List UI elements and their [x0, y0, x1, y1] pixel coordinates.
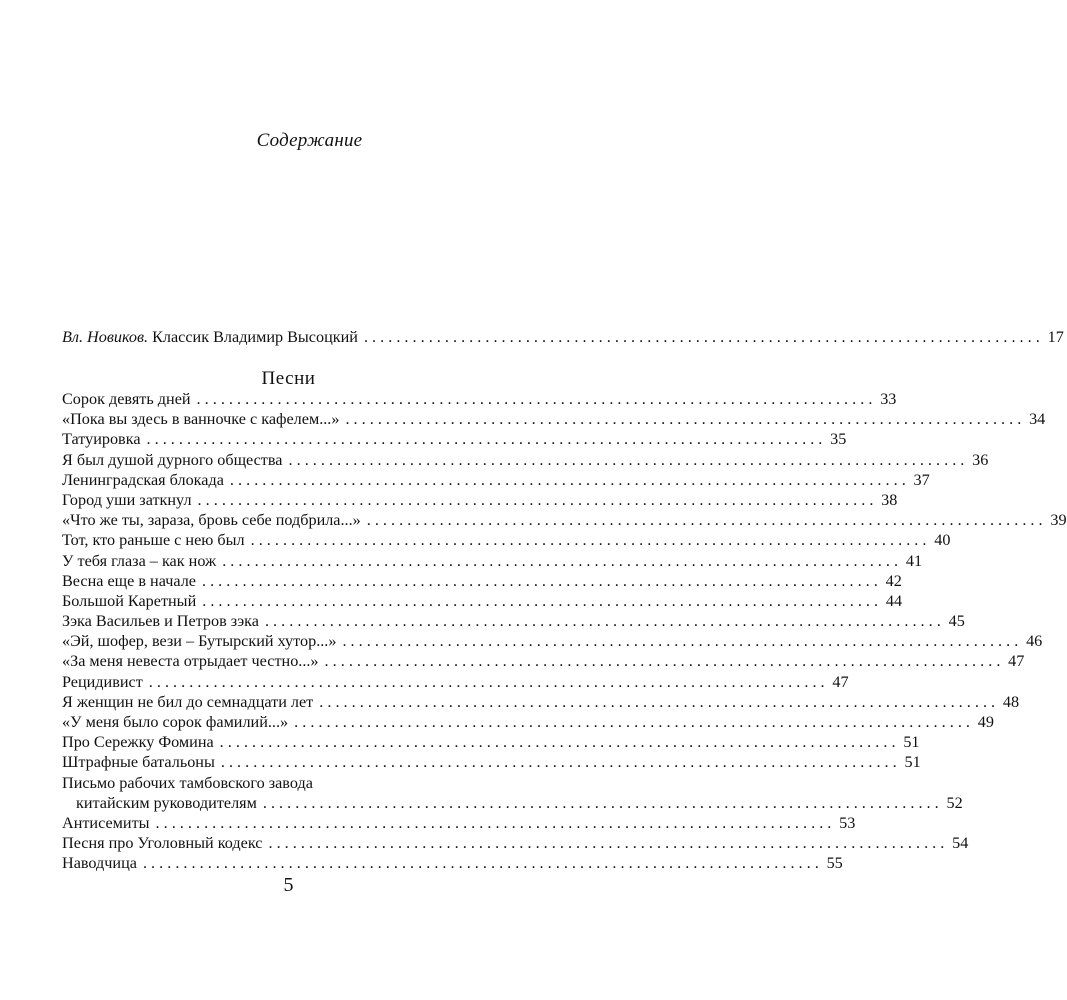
- toc-entry-title: Я женщин не бил до семнадцати лет: [62, 692, 314, 711]
- toc-entry: [62, 813, 856, 833]
- toc-entry-title: Ленинградская блокада: [62, 470, 224, 489]
- leader-dots: [149, 672, 825, 692]
- page-number: 5: [283, 874, 294, 896]
- toc-entry-page: 33: [880, 390, 897, 408]
- toc-entry-title: Большой Каретный: [62, 591, 197, 610]
- leader-dots: [156, 813, 832, 833]
- toc-entry-title: У тебя глаза – как нож: [62, 551, 217, 570]
- contents-heading: Содержание: [256, 130, 363, 151]
- toc-entry-page: 51: [903, 733, 920, 752]
- toc-entry-page: 39: [1050, 511, 1067, 530]
- toc-entry-page: 46: [1026, 632, 1043, 651]
- toc-entry-page: 41: [905, 551, 923, 570]
- leader-dots: [268, 833, 944, 853]
- toc-entry: [62, 752, 921, 772]
- toc-entry-page: 38: [881, 490, 898, 509]
- toc-entry-title: Наводчица: [62, 854, 137, 873]
- toc-entry-author: Вл. Новиков.: [62, 328, 149, 346]
- toc-entry: [62, 327, 1064, 347]
- toc-entry: [62, 611, 965, 631]
- toc-entry: [62, 833, 969, 853]
- toc-entry-title: Тот, кто раньше с нею был: [62, 531, 245, 550]
- leader-dots: [251, 530, 927, 550]
- toc-entry-title: Письмо рабочих тамбовского завода: [62, 773, 313, 792]
- leader-dots: [364, 327, 1040, 347]
- toc-entry: [62, 490, 898, 510]
- toc-entry: [62, 631, 1043, 651]
- leader-dots: [202, 591, 878, 611]
- toc-entry-title: [62, 327, 358, 347]
- toc-entry-page: 51: [904, 753, 921, 772]
- toc-entry: [62, 692, 1020, 712]
- leader-dots: [230, 470, 906, 490]
- leader-dots: [319, 692, 995, 712]
- toc-entry: [62, 389, 897, 409]
- toc-entry: [62, 409, 1046, 429]
- leader-dots: [367, 510, 1043, 530]
- toc-entry: [62, 510, 1067, 530]
- toc-entry: [62, 429, 847, 449]
- leader-dots: [263, 793, 939, 813]
- toc-entry-text: Классик Владимир Высоцкий: [152, 328, 358, 346]
- toc-entry-title: Песня про Уголовный кодекс: [62, 834, 263, 853]
- toc-list: [62, 389, 1067, 874]
- toc-entry-title: Сорок девять дней: [62, 390, 191, 408]
- toc-entry: [62, 672, 849, 692]
- toc-entry-title: Рецидивист: [62, 672, 143, 691]
- toc-entry-page: 35: [830, 430, 847, 449]
- section-title: Песни: [261, 368, 316, 389]
- intro-entry: [62, 327, 1064, 347]
- toc-entry-page: 44: [885, 591, 903, 610]
- toc-entry: [62, 571, 902, 591]
- toc-entry-title: «Пока вы здесь в ванночке с кафелем...»: [62, 410, 340, 429]
- toc-entry-title: Весна еще в начале: [62, 571, 196, 590]
- leader-dots: [202, 571, 878, 591]
- toc-entry-page: 47: [1008, 652, 1025, 671]
- toc-entry-title-continued: китайским руководителям: [76, 793, 257, 812]
- toc-entry: [62, 530, 951, 550]
- leader-dots: [222, 551, 898, 571]
- toc-entry: [62, 773, 963, 813]
- toc-entry-title: Город уши заткнул: [62, 490, 192, 509]
- toc-entry-page: 52: [946, 793, 963, 812]
- toc-entry-title: «Эй, шофер, вези – Бутырский хутор...»: [62, 632, 337, 651]
- toc-entry-title: Про Сережку Фомина: [62, 733, 214, 752]
- leader-dots: [342, 631, 1018, 651]
- leader-dots: [197, 389, 873, 409]
- toc-entry-page: 47: [832, 672, 849, 691]
- toc-entry: [62, 591, 903, 611]
- toc-entry-title: «За меня невеста отрыдает честно...»: [62, 652, 319, 671]
- toc-entry: [62, 651, 1025, 671]
- toc-entry-page: 36: [972, 450, 989, 469]
- toc-entry-page: 42: [885, 571, 902, 590]
- toc-entry-page: 37: [913, 470, 930, 489]
- toc-entry-page: 45: [948, 612, 965, 631]
- leader-dots: [143, 853, 819, 873]
- leader-dots: [294, 712, 970, 732]
- toc-entry-title: Зэка Васильев и Петров зэка: [62, 612, 259, 631]
- toc-entry: [62, 551, 923, 571]
- leader-dots: [220, 732, 896, 752]
- leader-dots: [221, 752, 897, 772]
- toc-entry-page: 17: [1047, 328, 1064, 346]
- toc-entry-title: Я был душой дурного общества: [62, 450, 283, 469]
- toc-entry-page: 53: [839, 813, 856, 832]
- toc-entry-page: 34: [1029, 410, 1046, 429]
- toc-entry-page: 54: [952, 834, 969, 853]
- leader-dots: [289, 450, 965, 470]
- toc-entry-page: 40: [934, 531, 951, 550]
- leader-dots: [265, 611, 941, 631]
- toc-entry-title: Штрафные батальоны: [62, 753, 215, 772]
- leader-dots: [198, 490, 874, 510]
- leader-dots: [147, 429, 823, 449]
- toc-entry-page: 49: [977, 713, 994, 731]
- toc-entry: [62, 732, 920, 752]
- toc-entry-title: Антисемиты: [62, 813, 150, 832]
- toc-entry: [62, 450, 989, 470]
- toc-entry-title: «Что же ты, зараза, бровь себе подбрила...»: [62, 511, 361, 530]
- toc-entry-page: 55: [826, 854, 843, 873]
- leader-dots: [325, 651, 1001, 671]
- toc-entry: [62, 470, 930, 490]
- toc-entry-title: Татуировка: [62, 430, 141, 449]
- toc-entry: [62, 712, 994, 732]
- toc-entry-page: 48: [1002, 692, 1020, 711]
- toc-entry-title: «У меня было сорок фамилий...»: [62, 713, 289, 731]
- toc-entry: [62, 853, 843, 873]
- leader-dots: [345, 409, 1021, 429]
